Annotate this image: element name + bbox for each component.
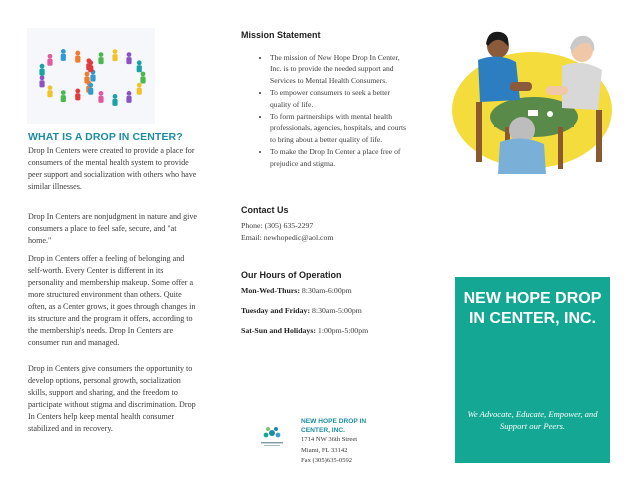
figure-head bbox=[48, 54, 53, 59]
figure-body bbox=[47, 90, 52, 97]
title-box bbox=[455, 277, 610, 463]
mission-item: • To make the Drop In Center a place free of prejudice and stigma. bbox=[270, 146, 410, 169]
intro-paragraph: Drop In Centers were created to provide a place for consumers of the mental health system to provide peer support and socialization with others who have similar illnesses. bbox=[28, 146, 197, 191]
org-address-block bbox=[301, 418, 391, 467]
contact-title: Contact Us bbox=[241, 205, 289, 215]
fax-text: Fax (305)635-0592 bbox=[301, 457, 353, 465]
figure-body bbox=[112, 99, 117, 106]
figure-body bbox=[137, 88, 142, 95]
figure-head bbox=[85, 72, 90, 77]
figure-body bbox=[88, 88, 93, 95]
mission-item: • To empower consumers to seek a better quality of life. bbox=[270, 87, 410, 110]
figure-head bbox=[40, 64, 45, 69]
hours-time: 8:30am-6:00pm bbox=[301, 286, 352, 295]
mission-list bbox=[256, 52, 410, 170]
figure-body bbox=[39, 80, 44, 87]
figure-body bbox=[126, 57, 131, 64]
figure-head bbox=[40, 75, 45, 80]
figure-body bbox=[88, 65, 93, 72]
figure-head bbox=[137, 83, 142, 88]
figure-body bbox=[112, 54, 117, 61]
figure-body bbox=[137, 65, 142, 72]
phone-text: Phone: (305) 635-2297 bbox=[241, 221, 314, 230]
figure-body bbox=[75, 56, 80, 63]
hours-days: Mon-Wed-Thurs: bbox=[241, 286, 300, 295]
figure-head bbox=[88, 83, 93, 88]
figure-body bbox=[47, 59, 52, 66]
org-logo-icon bbox=[255, 422, 289, 452]
figure-head bbox=[99, 52, 104, 57]
figure-head bbox=[127, 52, 132, 57]
figure-head bbox=[75, 89, 80, 94]
box-title: NEW HOPE DROP IN CENTER, INC. bbox=[463, 290, 602, 327]
figure-body bbox=[75, 93, 80, 100]
figure-body bbox=[61, 54, 66, 61]
mission-item: • To form partnerships with mental health professionals, agencies, hospitals, and courts to bring about a better quality of life. bbox=[270, 111, 410, 145]
opportunity-paragraph: Drop in Centers give consumers the opportunity to develop options, personal growth, socialization skills, support and sharing, and the freedom to participate without stigma and discrimination. Drop In Centers help keep mental health consumer stabilized and in recovery. bbox=[28, 364, 196, 433]
belonging-paragraph: Drop in Centers offer a feeling of belonging and self-worth. Every Center is different in its personality and membership makeup. Some offer a more structured environment than others. Quite often, as a Center grows, it goes through changes in its structure and the program it offers, according to the membership's needs. Drop In Centers are consumer run and managed. bbox=[28, 254, 196, 347]
figure-body bbox=[39, 69, 44, 76]
hours-time: 1:00pm-5:00pm bbox=[317, 326, 369, 335]
hours-days: Tuesday and Friday: bbox=[241, 306, 311, 315]
hours-row bbox=[241, 286, 352, 295]
figure-head bbox=[75, 51, 80, 56]
people-at-table-illustration bbox=[450, 22, 620, 190]
hours-row bbox=[241, 326, 368, 335]
figure-body bbox=[126, 96, 131, 103]
figure-body bbox=[98, 57, 103, 64]
org-name: NEW HOPE DROP IN CENTER, INC. bbox=[301, 418, 367, 434]
figure-head bbox=[113, 49, 118, 54]
figure-head bbox=[141, 72, 146, 77]
figure-head bbox=[61, 49, 66, 54]
tagline: We Advocate, Educate, Empower, and Support our Peers. bbox=[467, 409, 598, 432]
address-city: Miami, FL 33142 bbox=[301, 446, 348, 454]
figure-body bbox=[140, 77, 145, 84]
figure-head bbox=[99, 91, 104, 96]
what-is-title: WHAT IS A DROP IN CENTER? bbox=[28, 131, 183, 143]
address-street: 1714 NW 36th Street bbox=[301, 436, 358, 444]
figure-body bbox=[61, 95, 66, 102]
figure-head bbox=[61, 90, 66, 95]
figure-head bbox=[113, 94, 118, 99]
email-text: Email: newhopedic@aol.com bbox=[241, 233, 334, 242]
figure-body bbox=[90, 75, 95, 82]
safe-paragraph: Drop In Centers are nonjudgment in nature and give consumers a place to feel safe, secure, and "at home." bbox=[28, 212, 198, 245]
figure-head bbox=[88, 60, 93, 65]
mission-item: • The mission of New Hope Drop In Center, Inc. is to provide the needed support and Services to Mental Health Consumers. bbox=[270, 52, 410, 86]
hours-row bbox=[241, 306, 362, 315]
figure-body bbox=[84, 77, 89, 84]
hours-days: Sat-Sun and Holidays: bbox=[241, 326, 316, 335]
mission-title: Mission Statement bbox=[241, 30, 321, 40]
figure-head bbox=[137, 60, 142, 65]
figure-head bbox=[127, 91, 132, 96]
hours-title: Our Hours of Operation bbox=[241, 270, 342, 280]
people-circle-image bbox=[27, 28, 155, 124]
left-panel bbox=[0, 0, 212, 493]
hours-time: 8:30am-5:00pm bbox=[312, 306, 362, 315]
figure-body bbox=[98, 96, 103, 103]
figure-head bbox=[48, 85, 53, 90]
